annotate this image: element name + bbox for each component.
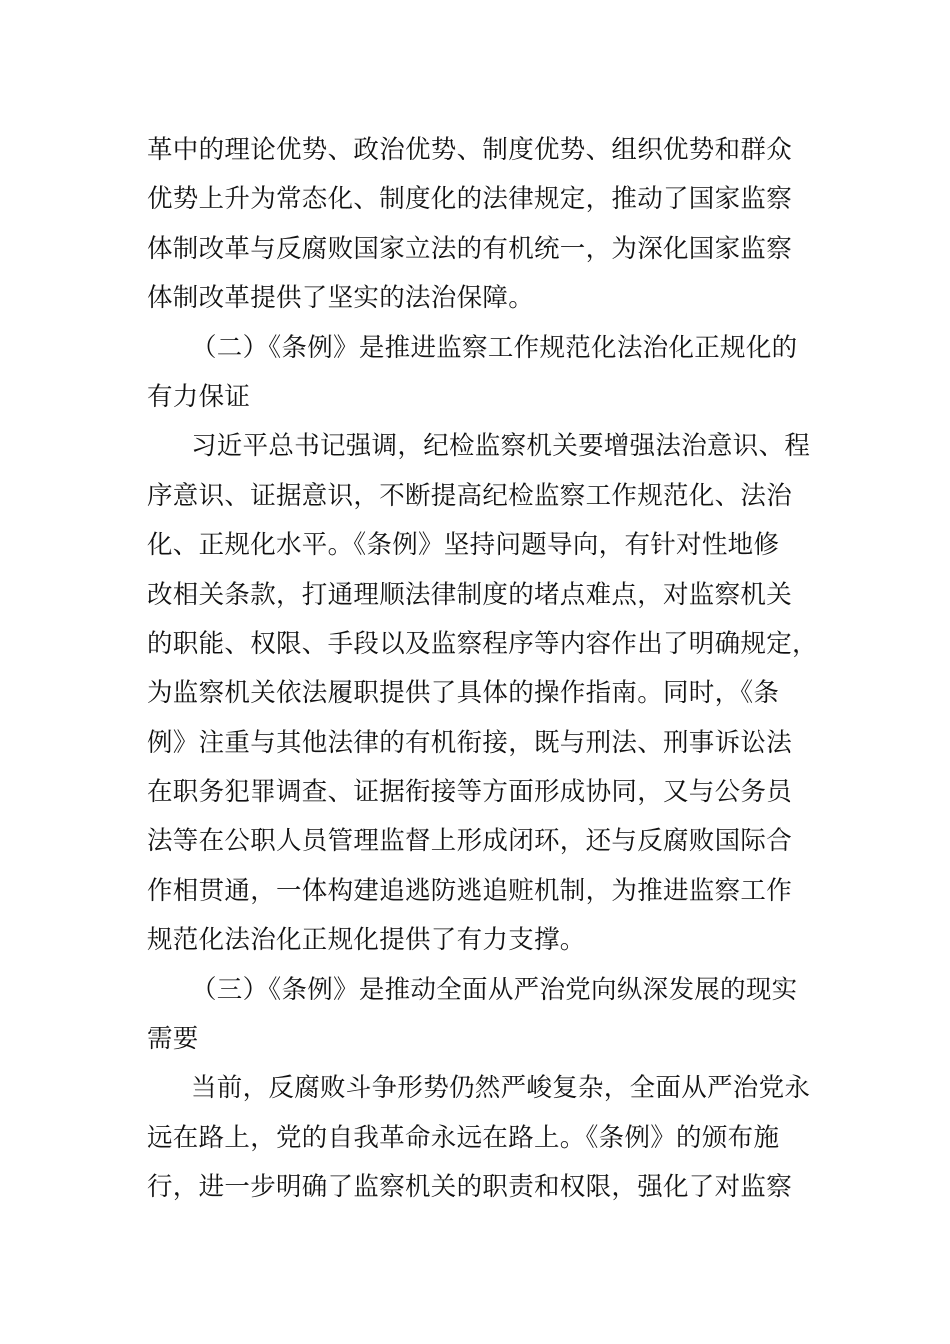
text-line: 优势上升为常态化、制度化的法律规定，推动了国家监察 [147,184,793,215]
text-line: 体制改革提供了坚实的法治保障。 [147,283,535,314]
text-line: 改相关条款，打通理顺法律制度的堵点难点，对监察机关 [147,579,793,610]
text-line: 远在路上，党的自我革命永远在路上。《条例》的颁布施 [147,1122,780,1153]
section-heading-2: （二）《条例》是推进监察工作规范化法治化正规化的 [191,332,798,363]
text-line: 序意识、证据意识，不断提高纪检监察工作规范化、法治 [147,480,793,511]
paragraph-start: 当前，反腐败斗争形势仍然严峻复杂，全面从严治党永 [191,1073,811,1104]
section-heading-3-continued: 需要 [147,1024,199,1055]
section-heading-2-continued: 有力保证 [147,381,251,412]
text-line: 为监察机关依法履职提供了具体的操作指南。同时，《条 [147,678,780,709]
text-line: 作相贯通，一体构建追逃防逃追赃机制，为推进监察工作 [147,875,793,906]
text-line: 在职务犯罪调查、证据衔接等方面形成协同，又与公务员 [147,777,793,808]
text-line: 行，进一步明确了监察机关的职责和权限，强化了对监察 [147,1172,793,1203]
paragraph-start: 习近平总书记强调，纪检监察机关要增强法治意识、程 [191,431,811,462]
body-text [147,126,818,1213]
text-line: 体制改革与反腐败国家立法的有机统一，为深化国家监察 [147,233,793,264]
text-line: 例》注重与其他法律的有机衔接，既与刑法、刑事诉讼法 [147,727,793,758]
text-line: 化、正规化水平。《条例》坚持问题导向，有针对性地修 [147,530,780,561]
text-line: 的职能、权限、手段以及监察程序等内容作出了明确规定， [147,628,818,659]
text-line: 法等在公职人员管理监督上形成闭环，还与反腐败国际合 [147,826,793,857]
text-line: 革中的理论优势、政治优势、制度优势、组织优势和群众 [147,135,793,165]
section-heading-3: （三）《条例》是推动全面从严治党向纵深发展的现实 [191,974,798,1005]
text-line: 规范化法治化正规化提供了有力支撑。 [147,925,586,956]
